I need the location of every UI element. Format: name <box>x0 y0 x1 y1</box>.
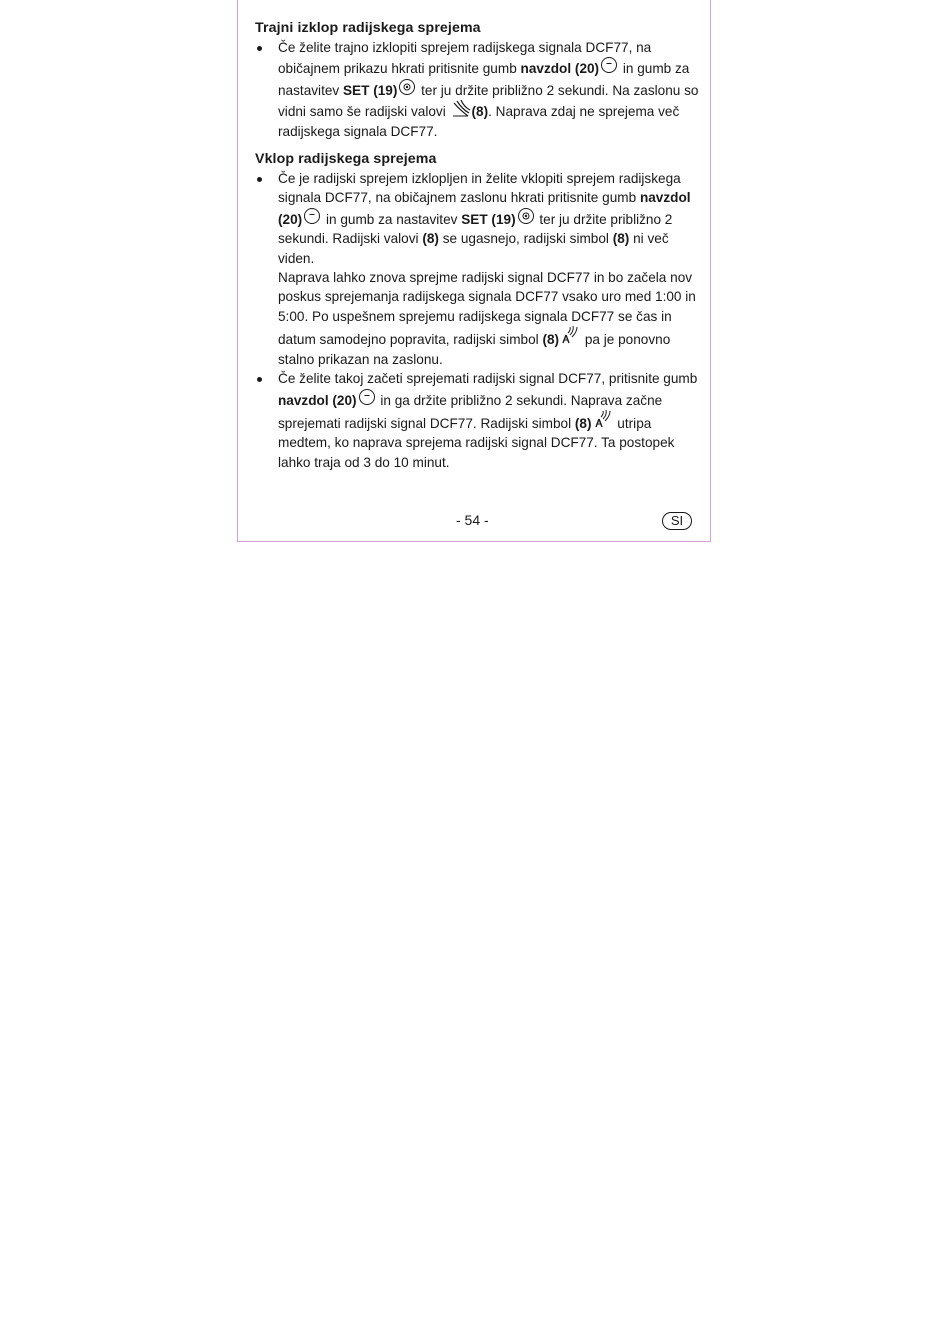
section-heading-enable: Vklop radijskega sprejema <box>255 151 437 168</box>
bold-text: SET (19) <box>461 211 516 227</box>
set-circle-icon <box>517 208 535 226</box>
bold-text: navzdol (20) <box>278 190 691 227</box>
list-item <box>255 369 700 472</box>
set-circle-icon <box>398 79 416 97</box>
text: Naprava lahko znova sprejme radijski signal DCF77 in bo začela nov poskus sprejemanja radijskega signala DCF77 vsako uro med 1:00 in 5:00. Po uspešnem sprejemu radijskega signala DCF77 se čas in datum samodejno popravita, radijski simbol <box>278 270 696 348</box>
minus-circle-icon <box>358 389 376 407</box>
text: ter ju držite približno 2 sekundi. Na zaslonu so vidni samo še radijski valovi <box>278 82 699 120</box>
text: ter ju držite približno 2 sekundi. Radijski valovi <box>278 211 673 247</box>
bold-text: navzdol (20) <box>520 61 600 77</box>
bold-text: SET (19) <box>342 82 398 98</box>
page-content <box>255 18 700 472</box>
text: Če želite takoj začeti sprejemati radijski signal DCF77, pritisnite gumb <box>278 371 698 387</box>
language-badge: SI <box>662 512 692 530</box>
text: ni več viden. <box>278 231 669 266</box>
bold-text: (8) <box>422 231 439 247</box>
bullet-list-permanent-off <box>255 38 700 141</box>
text: in gumb za nastavitev <box>322 211 462 227</box>
radio-tower-icon <box>560 326 580 346</box>
list-item <box>255 38 700 141</box>
text: Če želite trajno izklopiti sprejem radijskega signala DCF77, na običajnem prikazu hkrati pritisnite gumb <box>278 40 652 77</box>
list-item <box>255 169 700 369</box>
text: Če je radijski sprejem izklopljen in želite vklopiti sprejem radijskega signala DCF77, na običajnem zaslonu hkrati pritisnite gumb <box>278 171 681 206</box>
section-heading-permanent-off: Trajni izklop radijskega sprejema <box>255 20 481 36</box>
minus-circle-icon <box>303 208 321 226</box>
bold-text: (8) <box>542 332 560 348</box>
bold-text: navzdol (20) <box>278 392 357 408</box>
text: in gumb za nastavitev <box>278 61 690 98</box>
text: se ugasnejo, radijski simbol <box>438 231 613 247</box>
page-number: - 54 - <box>456 512 489 528</box>
text: pa je ponovno stalno prikazan na zaslonu. <box>278 332 671 367</box>
bullet-list-enable <box>255 169 700 472</box>
radio-tower-icon <box>593 410 613 430</box>
text: in ga držite približno 2 sekundi. Naprava začne sprejemati radijski signal DCF77. Radijski simbol <box>278 392 663 431</box>
bold-text: (8) <box>471 104 489 120</box>
bold-text: (8) <box>574 415 592 431</box>
minus-circle-icon <box>600 57 618 75</box>
paragraph <box>278 169 700 268</box>
paragraph <box>278 268 700 369</box>
radio-waves-icon <box>451 100 471 118</box>
text: . Naprava zdaj ne sprejema več radijskega signala DCF77. <box>278 104 680 139</box>
text: utripa medtem, ko naprava sprejema radijski signal DCF77. Ta postopek lahko traja od 3 do 10 minut. <box>278 415 675 470</box>
bold-text: (8) <box>612 231 630 247</box>
